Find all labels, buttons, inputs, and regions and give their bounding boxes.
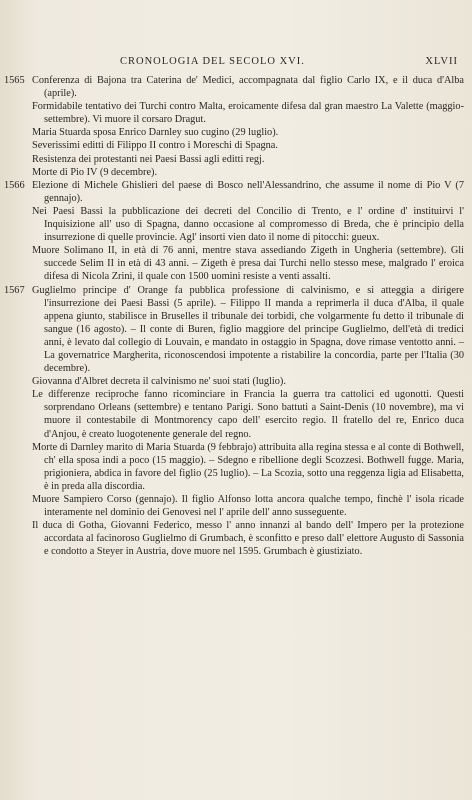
year-label: 1567 xyxy=(4,284,25,296)
chronology-item: Muore Sampiero Corso (gennajo). Il figlio Alfonso lotta ancora qualche tempo, finchè l' isola ricade interamente nel dominio dei Genovesi nel l' aprile dell' anno susseguente. xyxy=(32,494,464,519)
year-label: 1566 xyxy=(4,179,25,191)
chronology-item: Il duca di Gotha, Giovanni Federico, messo l' anno innanzi al bando dell' Impero per la protezione accordata al facinoroso Guglielmo di Grumbach, è sconfitto e preso dall' elettore Augusto di Sassonia e condotto a Steyer in Austria, dove muore nel 1595. Grumbach è giustiziato. xyxy=(32,520,464,558)
chronology-item: Severissimi editti di Filippo II contro i Moreschi di Spagna. xyxy=(32,140,278,152)
chronology-item: Le differenze reciproche fanno ricominciare in Francia la guerra tra cattolici ed ugonotti. Questi sorprendano Orleans (settembre) e tentano Parigi. Sono battuti a Saint-Denis (10 novembre), ma vi muore il contestabile di Montmorency capo dell' esercito regio. Il fratello del re, Enrico duca d'Anjou, è creato luogotenente generale del regno. xyxy=(32,389,464,440)
year-entry-1567 xyxy=(4,284,464,559)
running-title: CRONOLOGIA DEL SECOLO XVI. xyxy=(120,56,305,67)
year-entry-1566 xyxy=(4,179,464,284)
year-label: 1565 xyxy=(4,75,25,86)
chronology-item: Conferenza di Bajona tra Caterina de' Medici, accompagnata dal figlio Carlo IX, e il duca d'Alba (aprile). xyxy=(32,75,464,100)
chronology-item: Giovanna d'Albret decreta il calvinismo ne' suoi stati (luglio). xyxy=(32,376,286,388)
chronology-item: Formidabile tentativo dei Turchi contro Malta, eroicamente difesa dal gran maestro La Valette (maggio-settembre). Vi muore il corsaro Dragut. xyxy=(32,101,464,126)
chronology-item: Muore Solimano II, in età di 76 anni, mentre stava assediando Zigeth in Ungheria (settembre). Gli succede Selim II in età di 43 anni. – Zigeth è presa dai Turchi nello stesso mese, malgrado l' eroica difesa di Nicola Zrini, il quale con 1500 uomini resiste a venti assalti. xyxy=(32,245,464,283)
chronology-body xyxy=(4,74,464,558)
chronology-item: Elezione di Michele Ghislieri del paese di Bosco nell'Alessandrino, che assume il nome di Pio V (7 gennajo). xyxy=(32,179,464,204)
chronology-item: Morte di Pio IV (9 decembre). xyxy=(32,166,158,178)
page-number: XLVII xyxy=(425,56,458,67)
chronology-item: Resistenza dei protestanti nei Paesi Bassi agli editti regj. xyxy=(32,153,265,165)
year-entry-1565 xyxy=(4,74,464,179)
chronology-item: Nei Paesi Bassi la pubblicazione dei decreti del Concilio di Trento, e l' ordine d' instituirvi l' Inquisizione all' uso di Spagna, danno occasione al compromesso di Breda, che è principio della insurrezione di quelle provincie. Agl' insorti vien dato il nome di pitocchi: gueux. xyxy=(32,205,464,244)
chronology-item: Morte di Darnley marito di Maria Stuarda (9 febbrajo) attribuita alla regina stessa e al conte di Bothwell, ch' ella sposa indi a poco (15 maggio). – Sdegno e ribellione degli Scozzesi. Bothwell fugge. Maria, prigioniera, abdica in favore del figlio (25 luglio). – La Scozia, sotto una reggenza ligia ad Elisabetta, è in preda alla discordia. xyxy=(32,441,464,492)
chronology-item: Guglielmo principe d' Orange fa pubblica professione di calvinismo, e si atteggia a dirigere l'insurrezione dei Paesi Bassi (5 aprile). – Filippo II manda a reprimerla il duca d'Alba, il quale appena giunto, stabilisce in Bruselles il tribunale dei torbidi, che volgarmente fu detto il tribunale di sangue (16 agosto). – Il conte di Buren, figlio maggiore del principe Guglielmo, dell'età di tredici anni, è levato dal collegio di Louvain, e mandato in ostaggio in Spagna, dove rimase ventotto anni. – La governatrice Margherita, riconoscendosi impotente a ristabilire la concordia, parte per l'Italia (30 decembre). xyxy=(32,284,464,375)
chronology-item: Maria Stuarda sposa Enrico Darnley suo cugino (29 luglio). xyxy=(32,127,279,139)
